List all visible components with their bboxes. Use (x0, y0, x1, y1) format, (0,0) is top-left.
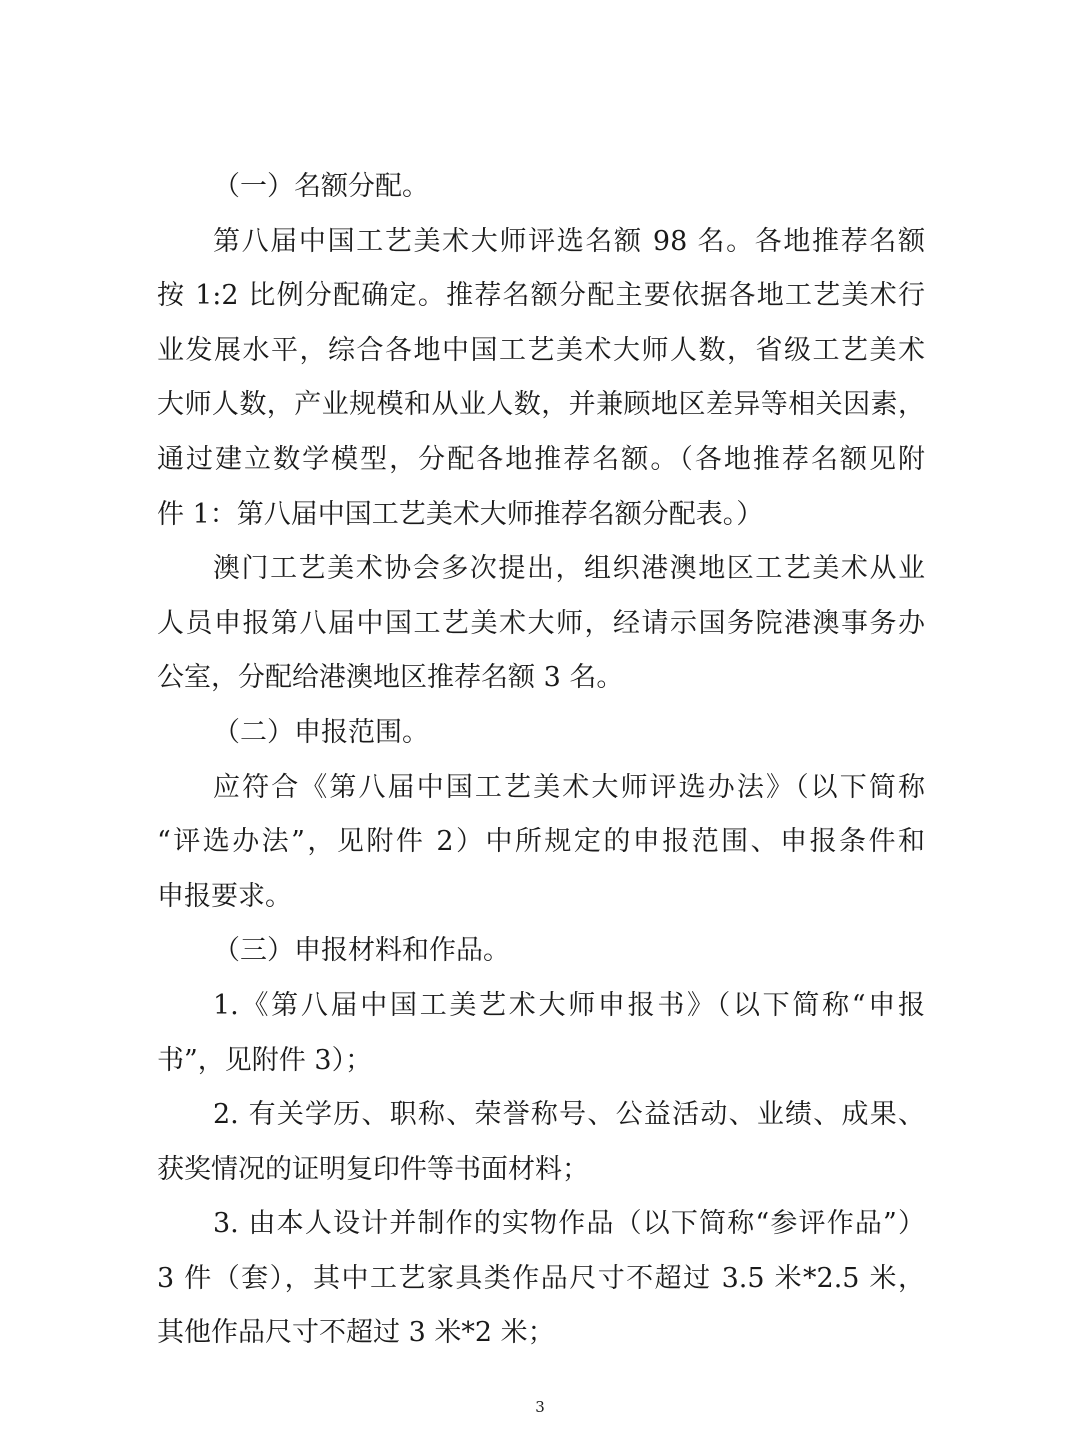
text-line: 其他作品尺寸不超过 3 米*2 米； (157, 1317, 555, 1349)
paragraph (157, 985, 925, 1094)
text-line: 业发展水平，综合各地中国工艺美术大师人数，省级工艺美术 (157, 334, 925, 366)
section-heading (157, 712, 925, 767)
text-line: 申报要求。 (157, 880, 292, 912)
text-line: 3 件（套），其中工艺家具类作品尺寸不超过 3.5 米*2.5 米， (157, 1262, 925, 1294)
text-line: “评选办法”，见附件 2）中所规定的申报范围、申报条件和 (157, 826, 925, 858)
text-line: 按 1:2 比例分配确定。推荐名额分配主要依据各地工艺美术行 (157, 280, 925, 312)
paragraph (157, 1203, 925, 1367)
text-line: 人员申报第八届中国工艺美术大师，经请示国务院港澳事务办 (157, 607, 925, 639)
text-line: 第八届中国工艺美术大师评选名额 98 名。各地推荐名额 (213, 225, 925, 257)
document-body (157, 166, 925, 1367)
text-line: 1.《第八届中国工美艺术大师申报书》（以下简称“申报 (213, 989, 925, 1021)
text-line: 公室，分配给港澳地区推荐名额 3 名。 (157, 662, 624, 694)
paragraph (157, 767, 925, 931)
paragraph (157, 1094, 925, 1203)
text-line: 澳门工艺美术协会多次提出，组织港澳地区工艺美术从业 (213, 553, 925, 585)
text-line: 3. 由本人设计并制作的实物作品（以下简称“参评作品”） (213, 1208, 925, 1240)
text-line: 2. 有关学历、职称、荣誉称号、公益活动、业绩、成果、 (213, 1099, 925, 1131)
text-line: 件 1：第八届中国工艺美术大师推荐名额分配表。） (157, 498, 764, 530)
section-heading (157, 166, 925, 221)
text-line: 应符合《第八届中国工艺美术大师评选办法》（以下简称 (213, 771, 925, 803)
text-line: （二）申报范围。 (213, 716, 429, 748)
text-line: 书”，见附件 3）； (157, 1044, 373, 1076)
paragraph (157, 221, 925, 549)
page-number: 3 (535, 1398, 545, 1416)
section-heading (157, 930, 925, 985)
text-line: （一）名额分配。 (213, 171, 429, 202)
paragraph (157, 548, 925, 712)
text-line: 通过建立数学模型，分配各地推荐名额。（各地推荐名额见附 (157, 443, 925, 475)
text-line: （三）申报材料和作品。 (213, 935, 510, 967)
text-line: 大师人数，产业规模和从业人数，并兼顾地区差异等相关因素， (157, 389, 925, 421)
text-line: 获奖情况的证明复印件等书面材料； (157, 1153, 589, 1185)
